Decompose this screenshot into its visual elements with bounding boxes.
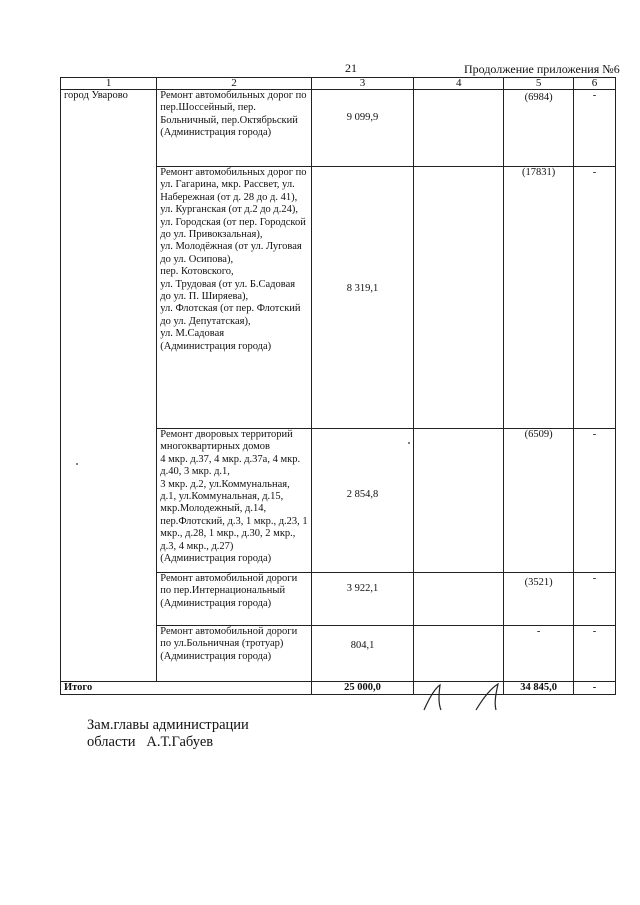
column-4-cell	[414, 626, 504, 682]
column-5-cell: (3521)	[504, 573, 574, 626]
total-column-6: -	[573, 682, 615, 695]
column-5-cell: (6984)	[504, 90, 574, 167]
appendix-table	[60, 77, 616, 695]
scan-speck	[408, 442, 410, 444]
scan-speck	[76, 463, 78, 465]
work-description	[157, 167, 312, 429]
column-6-cell: -	[573, 429, 615, 573]
column-number: 3	[311, 78, 413, 90]
table-header	[61, 78, 616, 90]
column-number-row	[61, 78, 616, 90]
column-5-cell: (6509)	[504, 429, 574, 573]
column-number: 1	[61, 78, 157, 90]
amount-cell: 9 099,9	[311, 90, 413, 167]
page-number: 21	[345, 61, 357, 75]
work-description-text: Ремонт дворовых территорий многоквартирных домов 4 мкр. д.37, 4 мкр. д.37а, 4 мкр. д.40, 3 мкр. д.1, 3 мкр. д.2, ул.Коммунальная, д.1, ул.Коммунальная, д.15, мкр.Молодежный, д.14, пер.Флотский, д.3, 1 мкр., д.23, 1 мкр., д.28, 1 мкр., д.30, 2 мкр., д.3, 4 мкр., д.27) (Администрация города)	[160, 429, 308, 565]
total-column-5: 34 845,0	[504, 682, 574, 695]
work-description	[157, 429, 312, 573]
column-6-cell: -	[573, 90, 615, 167]
column-4-cell	[414, 90, 504, 167]
column-5-cell: (17831)	[504, 167, 574, 429]
work-description	[157, 90, 312, 167]
work-description	[157, 626, 312, 682]
continuation-caption: Продолжение приложения №6	[464, 62, 620, 76]
column-6-cell: -	[573, 626, 615, 682]
signature-block	[87, 717, 249, 751]
column-4-cell	[414, 573, 504, 626]
municipality-cell: город Уварово	[61, 90, 157, 682]
handwritten-initials	[410, 683, 520, 713]
column-number: 5	[504, 78, 574, 90]
column-4-cell	[414, 429, 504, 573]
work-description	[157, 573, 312, 626]
amount-cell: 3 922,1	[311, 573, 413, 626]
work-description-text: Ремонт автомобильных дорог по ул. Гагарина, мкр. Рассвет, ул. Набережная (от д. 28 до д. 41), ул. Курганская (от д.2 до д.24), ул. Городская (от пер. Городской до ул. Привокзальная), ул. Молодёжная (от ул. Луговая до ул. Осипова), пер. Котовского, ул. Трудовая (от ул. Б.Садовая до ул. П. Ширяева), ул. Флотская (от пер. Флотский до ул. Депутатская), ул. М.Садовая (Администрация города)	[160, 167, 307, 352]
column-6-cell: -	[573, 167, 615, 429]
total-amount: 25 000,0	[311, 682, 413, 695]
total-label: Итого	[61, 682, 312, 695]
total-row	[61, 682, 616, 695]
table-row	[61, 90, 616, 167]
column-number: 4	[414, 78, 504, 90]
amount-cell: 804,1	[311, 626, 413, 682]
work-description-text: Ремонт автомобильных дорог по пер.Шоссейный, пер. Больничный, пер.Октябрьский (Администрация города)	[160, 90, 307, 139]
column-number: 2	[157, 78, 312, 90]
column-5-cell: -	[504, 626, 574, 682]
signatory-position: Зам.главы администрации	[87, 717, 249, 733]
column-6-cell: -	[573, 573, 615, 626]
amount-cell: 2 854,8	[311, 429, 413, 573]
work-description-text: Ремонт автомобильной дороги по пер.Интернациональный (Администрация города)	[160, 573, 298, 609]
amount-cell: 8 319,1	[311, 167, 413, 429]
column-4-cell	[414, 167, 504, 429]
table-body	[61, 90, 616, 695]
column-number: 6	[573, 78, 615, 90]
signatory-name: области А.Т.Габуев	[87, 734, 214, 750]
work-description-text: Ремонт автомобильной дороги по ул.Больничная (тротуар) (Администрация города)	[160, 626, 298, 662]
